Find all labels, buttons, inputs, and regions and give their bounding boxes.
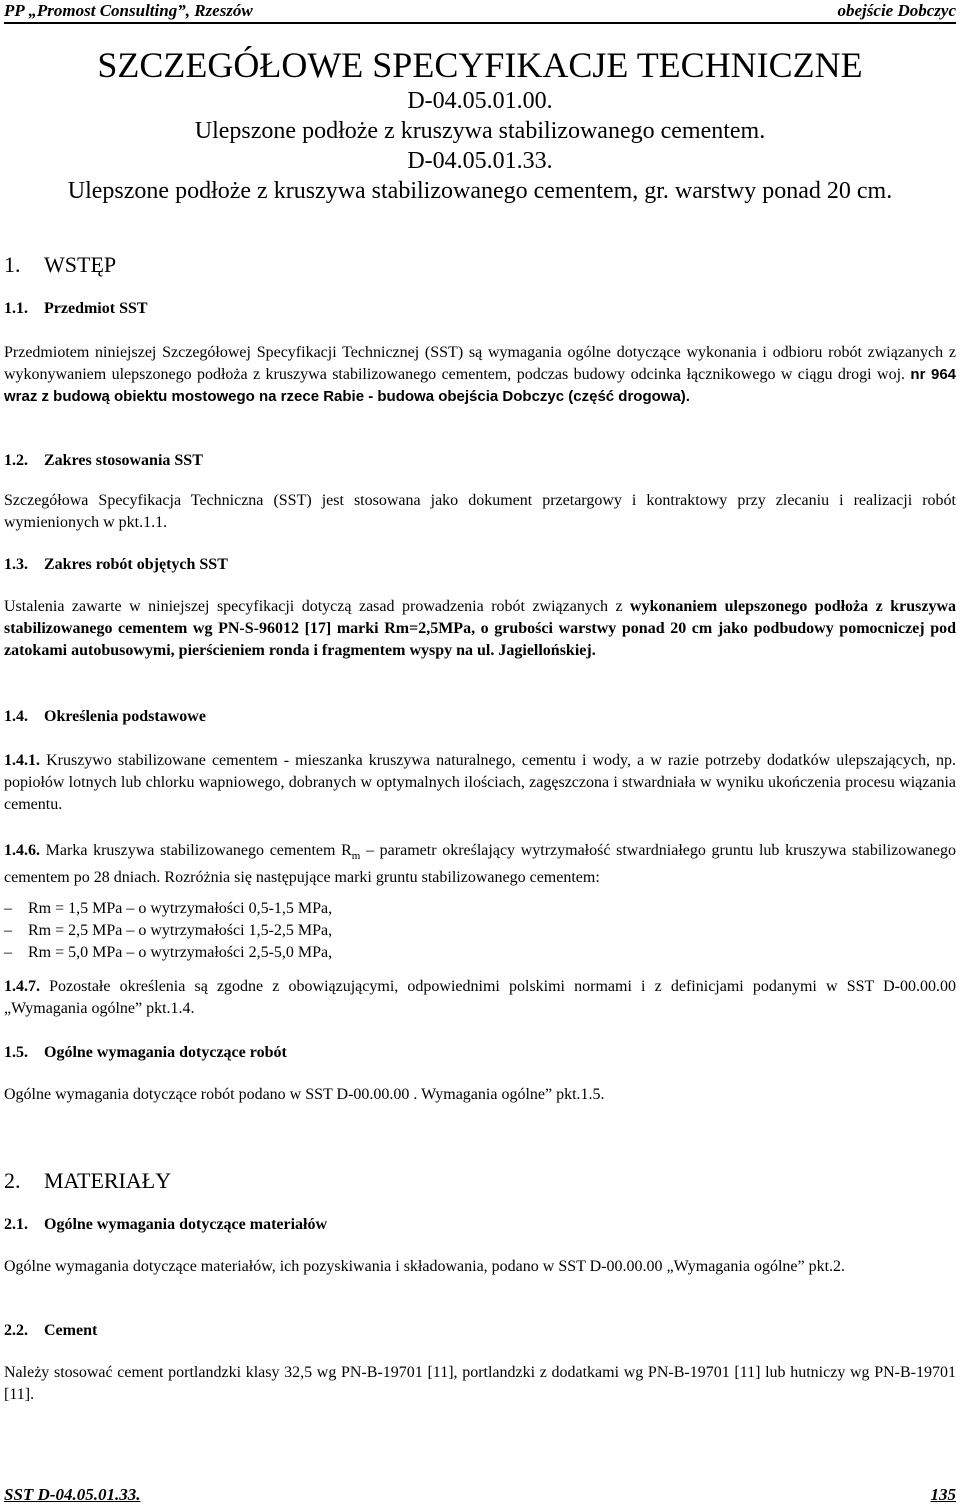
section-number: 1.2. xyxy=(4,452,28,469)
paragraph-part: Ustalenia zawarte w niniejszej specyfikacji dotyczą zasad prowadzenia robót związanych z xyxy=(4,598,623,615)
paragraph-part: Przedmiotem niniejszej Szczegółowej Specyfikacji Technicznej (SST) są wymagania ogólne dotyczące wykonania i odbioru robót związanych z wykonywaniem ulepszonego podłoża z kruszywa stabilizowanego cementem, podczas budowy odcinka łącznikowego w ciągu drogi woj. xyxy=(4,344,956,383)
section-2-1-heading xyxy=(4,1214,956,1236)
section-title: MATERIAŁY xyxy=(44,1168,172,1193)
section-1-3-heading xyxy=(4,554,956,576)
section-number: 1.1. xyxy=(4,300,28,317)
section-title: Przedmiot SST xyxy=(44,300,148,317)
section-title: Określenia podstawowe xyxy=(44,708,206,725)
section-1-heading xyxy=(4,252,956,278)
section-1-1-heading xyxy=(4,298,956,320)
list-dash: – xyxy=(4,944,12,961)
document-title xyxy=(4,44,956,206)
section-number: 2.2. xyxy=(4,1322,28,1339)
section-1-5-heading xyxy=(4,1042,956,1064)
page-number: 135 xyxy=(930,1485,956,1504)
section-1-2-heading xyxy=(4,450,956,472)
definition-1-4-1 xyxy=(4,750,956,816)
definition-number: 1.4.6. xyxy=(4,842,40,859)
section-2-2-heading xyxy=(4,1320,956,1342)
list-item xyxy=(4,898,332,920)
page-footer xyxy=(4,1484,956,1506)
section-title: Ogólne wymagania dotyczące materiałów xyxy=(44,1216,328,1233)
title-code-1: D-04.05.01.00. xyxy=(407,88,553,114)
list-item-text: Rm = 5,0 MPa – o wytrzymałości 2,5-5,0 MPa, xyxy=(28,944,333,961)
section-title: WSTĘP xyxy=(44,252,117,277)
list-dash: – xyxy=(4,900,12,917)
section-number: 1.4. xyxy=(4,708,28,725)
definition-1-4-6 xyxy=(4,840,956,889)
paragraph-bold-part: wykonaniem ulepszonego podłoża z kruszywa stabilizowanego cementem wg PN-S-96012 [17] marki Rm=2,5MPa, o grubości warstwy ponad 20 cm jako podbudowy pomocniczej pod zatokami autobusowymi, pierścieniem ronda i fragmentem wyspy na ul. Jagiellońskiej. xyxy=(4,598,957,659)
section-number: 1.5. xyxy=(4,1044,28,1061)
definition-subscript: m xyxy=(351,850,361,863)
section-1-3-text xyxy=(4,596,956,662)
section-number: 1.3. xyxy=(4,556,28,573)
definition-text: Marka kruszywa stabilizowanego cementem R xyxy=(45,842,352,859)
definition-number: 1.4.7. xyxy=(4,978,40,995)
section-title: Zakres stosowania SST xyxy=(44,452,203,469)
section-1-5-text: Ogólne wymagania dotyczące robót podano w SST D-00.00.00 . Wymagania ogólne” pkt.1.5. xyxy=(4,1086,605,1103)
definition-text: Kruszywo stabilizowane cementem - mieszanka kruszywa naturalnego, cementu i wody, a w razie potrzeby dodatków ulepszających, np. popiołów lotnych lub chlorku wapniowego, dobranych w optymalnych ilościach, zagęszczona i stwardniała w wyniku ukończenia procesu wiązania cementu. xyxy=(4,752,957,813)
section-title: Zakres robót objętych SST xyxy=(44,556,228,573)
section-number: 2. xyxy=(4,1168,21,1193)
paragraph-bold-part: nr 964 wraz z budową obiektu mostowego na rzece Rabie - budowa obejścia Dobczyc (część drogowa). xyxy=(4,366,957,405)
header-company: PP „Promost Consulting”, Rzeszów xyxy=(4,1,253,20)
definition-text: Pozostałe określenia są zgodne z obowiązującymi, odpowiednimi polskimi normami i z definicjami podanymi w SST D-00.00.00 „Wymagania ogólne” pkt.1.4. xyxy=(4,978,956,1017)
section-number: 1. xyxy=(4,252,21,277)
definition-text-cont: – parametr określający wytrzymałość stwardniałego gruntu lub kruszywa stabilizowanego cementem po 28 dniach. Rozróżnia się następujące marki gruntu stabilizowanego cementem: xyxy=(4,842,957,887)
section-1-2-text: Szczegółowa Specyfikacja Techniczna (SST) jest stosowana jako dokument przetargowy i kontraktowy przy zlecaniu i realizacji robót wymienionych w pkt.1.1. xyxy=(4,492,956,531)
title-desc-1: Ulepszone podłoże z kruszywa stabilizowanego cementem. xyxy=(194,118,766,144)
title-main: SZCZEGÓŁOWE SPECYFIKACJE TECHNICZNE xyxy=(97,45,863,85)
header-project: obejście Dobczyc xyxy=(837,1,956,20)
list-item xyxy=(4,920,332,942)
list-item-text: Rm = 2,5 MPa – o wytrzymałości 1,5-2,5 MPa, xyxy=(28,922,333,939)
section-2-2-text: Należy stosować cement portlandzki klasy 32,5 wg PN-B-19701 [11], portlandzki z dodatkami wg PN-B-19701 [11] lub hutniczy wg PN-B-19701 [11]. xyxy=(4,1364,956,1403)
title-desc-2: Ulepszone podłoże z kruszywa stabilizowanego cementem, gr. warstwy ponad 20 cm. xyxy=(67,178,893,204)
section-2-1-text: Ogólne wymagania dotyczące materiałów, ich pozyskiwania i składowania, podano w SST D-00.00.00 „Wymagania ogólne” pkt.2. xyxy=(4,1258,846,1275)
section-title: Cement xyxy=(44,1322,98,1339)
section-number: 2.1. xyxy=(4,1216,28,1233)
list-item-text: Rm = 1,5 MPa – o wytrzymałości 0,5-1,5 MPa, xyxy=(28,900,333,917)
section-title: Ogólne wymagania dotyczące robót xyxy=(44,1044,287,1061)
list-item xyxy=(4,942,332,964)
section-1-4-heading xyxy=(4,706,956,728)
title-code-2: D-04.05.01.33. xyxy=(407,148,553,174)
section-2-heading xyxy=(4,1168,956,1194)
section-1-1-text xyxy=(4,342,956,408)
list-dash: – xyxy=(4,922,12,939)
definition-number: 1.4.1. xyxy=(4,752,40,769)
page-header xyxy=(4,0,956,24)
definition-1-4-7 xyxy=(4,976,956,1020)
footer-spec-code: SST D-04.05.01.33. xyxy=(4,1485,141,1504)
